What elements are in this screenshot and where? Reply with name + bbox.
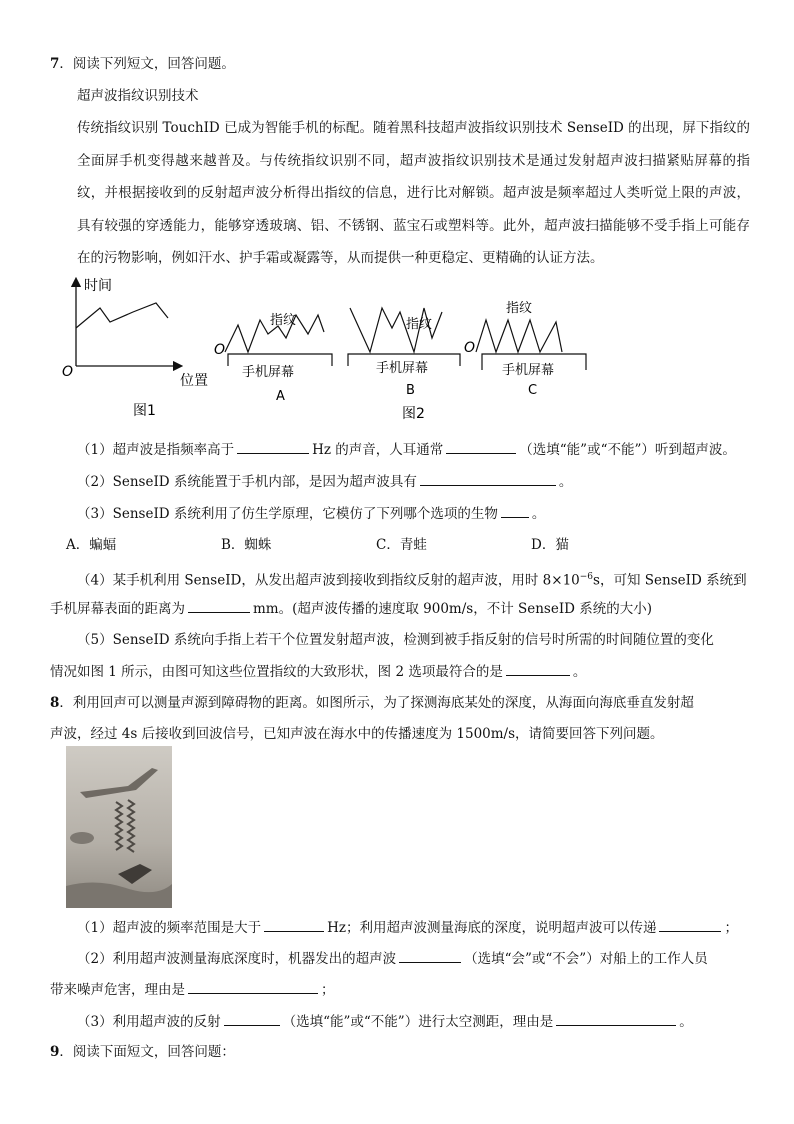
q9-intro: ．阅读下面短文，回答问题： xyxy=(59,1044,235,1060)
q8-sub2-line1 xyxy=(50,948,708,969)
q7-sub5-blank[interactable] xyxy=(506,661,570,676)
q8-sub3-text-a: （3）利用超声波的反射 xyxy=(77,1014,221,1030)
figure-1 xyxy=(58,270,228,430)
q8-sub2-text-b: （选填“会”或“不会”）对船上的工作人员 xyxy=(464,951,708,967)
q7-sub2-text-b: 。 xyxy=(558,474,573,490)
q7-sub5-line2 xyxy=(50,661,586,682)
q7-sub3-text-b: 。 xyxy=(531,506,546,522)
fig1-y-label: 时间 xyxy=(84,278,112,294)
q7-sub5-text-c: 。 xyxy=(572,664,587,680)
fig2-b-fingerprint-label: 指纹 xyxy=(406,317,433,332)
q8-sub1-text-a: （1）超声波的频率范围是大于 xyxy=(77,920,262,936)
q7-sub3-text-a: （3）SenseID 系统利用了仿生学原理，它模仿了下列哪个选项的生物 xyxy=(77,506,498,522)
fig1-origin: O xyxy=(62,364,74,380)
q7-sub1-text-a: （1）超声波是指频率高于 xyxy=(77,442,235,458)
q7-sub3 xyxy=(50,503,545,524)
q7-sub5-line1: （5）SenseID 系统向手指上若干个位置发射超声波，检测到被手指反射的信号时所需的时间随位置的变化 xyxy=(77,632,714,648)
q7-sub4-line2 xyxy=(50,598,652,619)
q7-sub4-text-a: （4）某手机利用 SenseID，从发出超声波到接收到指纹反射的超声波，用时 8×10 xyxy=(77,572,580,589)
fig2-option-a xyxy=(214,312,332,404)
fig2-b-letter: B xyxy=(406,383,415,398)
q7-sub4-text-c: 手机屏幕表面的距离为 xyxy=(50,601,185,617)
q7-sub4-text-d: mm。(超声波传播的速度取 900m/s，不计 SenseID 系统的大小) xyxy=(253,601,653,617)
q7-choice-c[interactable]: C．青蛙 xyxy=(376,537,427,553)
q8-sub2-text-d: ； xyxy=(321,982,335,998)
q8-sub3 xyxy=(50,1011,693,1032)
fig1-x-label: 位置 xyxy=(180,373,208,389)
fig2-option-b xyxy=(348,308,460,398)
fig2-option-c xyxy=(464,300,586,398)
q8-sub1-text-b: Hz；利用超声波测量海底的深度，说明超声波可以传递 xyxy=(327,920,657,936)
q7-sub4-line1 xyxy=(50,567,747,591)
q8-sub2-text-a: （2）利用超声波测量海底深度时，机器发出的超声波 xyxy=(77,951,397,967)
sonar-illustration xyxy=(66,746,172,908)
fig2-caption: 图2 xyxy=(402,406,425,422)
q7-sub1 xyxy=(50,439,736,460)
fig2-c-screen-label: 手机屏幕 xyxy=(502,363,555,378)
q8-sub3-text-b: （选填“能”或“不能”）进行太空测距，理由是 xyxy=(282,1014,554,1030)
q8-line1 xyxy=(50,693,694,713)
q7-number: 7 xyxy=(50,56,60,72)
q7-sub1-text-b: Hz 的声音，人耳通常 xyxy=(312,442,444,458)
fig2-c-letter: C xyxy=(528,383,538,398)
q7-sub5-text-b: 情况如图 1 所示，由图可知这些位置指纹的大致形状，图 2 选项最符合的是 xyxy=(50,664,503,680)
q8-sub2-line2 xyxy=(50,979,335,1000)
fig1-caption: 图1 xyxy=(133,403,156,419)
q8-sub3-blank-2[interactable] xyxy=(556,1011,676,1026)
fig2-a-screen-label: 手机屏幕 xyxy=(242,365,295,380)
q8-sub2-text-c: 带来噪声危害，理由是 xyxy=(50,982,185,998)
fig2-a-letter: A xyxy=(276,389,285,404)
fig2-a-fingerprint-label: 指纹 xyxy=(270,313,297,328)
q7-sub2-text-a: （2）SenseID 系统能置于手机内部，是因为超声波具有 xyxy=(77,474,417,490)
q7-sub2 xyxy=(50,471,572,492)
q7-choice-d[interactable]: D．猫 xyxy=(531,537,569,553)
q7-intro: ．阅读下列短文，回答问题。 xyxy=(59,56,235,72)
q7-sub1-text-c: （选填“能”或“不能”）听到超声波。 xyxy=(519,442,736,458)
q9-number: 9 xyxy=(50,1044,60,1060)
q7-choice-a[interactable]: A．蝙蝠 xyxy=(66,537,117,553)
q8-sub1-blank-1[interactable] xyxy=(264,917,324,932)
q8-sub2-blank-1[interactable] xyxy=(399,948,461,963)
fig2-b-screen-label: 手机屏幕 xyxy=(376,361,429,376)
q8-line1-text: ．利用回声可以测量声源到障碍物的距离。如图所示，为了探测海底某处的深度，从海面向海底垂直发射超 xyxy=(59,695,694,711)
fig2-c-fingerprint-line xyxy=(476,320,562,352)
q8-sub1-text-c: ； xyxy=(724,920,738,936)
q8-sub1 xyxy=(50,917,738,938)
q7-article-paragraph: 传统指纹识别 TouchID 已成为智能手机的标配。随着黑科技超声波指纹识别技术 SenseID 的出现，屏下指纹的全面屏手机变得越来越普及。与传统指纹识别不同，超声波指纹识别技术是通过发射超声波扫描紧贴屏幕的指纹，并根据接收到的反射超声波分析得出指纹的信息，进行比对解锁。超声波是频率超过人类听觉上限的声波，具有较强的穿透能力，能够穿透玻璃、铝、不锈钢、蓝宝石或塑料等。此外，超声波扫描能够不受手指上可能存在的污物影响，例如汗水、护手霜或凝露等，从而提供一种更稳定、更精确的认证方法。 xyxy=(77,120,750,266)
q7-sub1-blank-2[interactable] xyxy=(446,439,516,454)
q9-header xyxy=(50,1042,235,1062)
q8-sub2-blank-2[interactable] xyxy=(188,979,318,994)
q8-sub3-text-c: 。 xyxy=(679,1014,693,1030)
q7-sub1-blank-1[interactable] xyxy=(237,439,309,454)
q8-sub3-blank-1[interactable] xyxy=(224,1011,280,1026)
q7-article-title: 超声波指纹识别技术 xyxy=(77,88,199,104)
q7-header xyxy=(50,54,235,74)
q7-sub4-text-b: s，可知 SenseID 系统到 xyxy=(593,572,747,589)
q8-sub1-blank-2[interactable] xyxy=(659,917,721,932)
q7-sub4-exponent: −6 xyxy=(579,572,594,582)
figure-2 xyxy=(214,290,600,430)
q7-sub4-blank[interactable] xyxy=(188,598,250,613)
q7-sub2-blank[interactable] xyxy=(420,471,556,486)
q7-sub3-blank[interactable] xyxy=(501,503,529,518)
rock-icon xyxy=(70,832,94,844)
fig2-a-origin: O xyxy=(214,342,226,358)
fig1-curve xyxy=(76,303,168,328)
fig2-c-origin: O xyxy=(464,340,476,356)
q8-number: 8 xyxy=(50,695,60,711)
fig2-c-fingerprint-label: 指纹 xyxy=(506,301,533,316)
q8-line2: 声波，经过 4s 后接收到回波信号，已知声波在海水中的传播速度为 1500m/s，请简要回答下列问题。 xyxy=(50,726,664,742)
q7-choice-b[interactable]: B．蜘蛛 xyxy=(221,537,272,553)
